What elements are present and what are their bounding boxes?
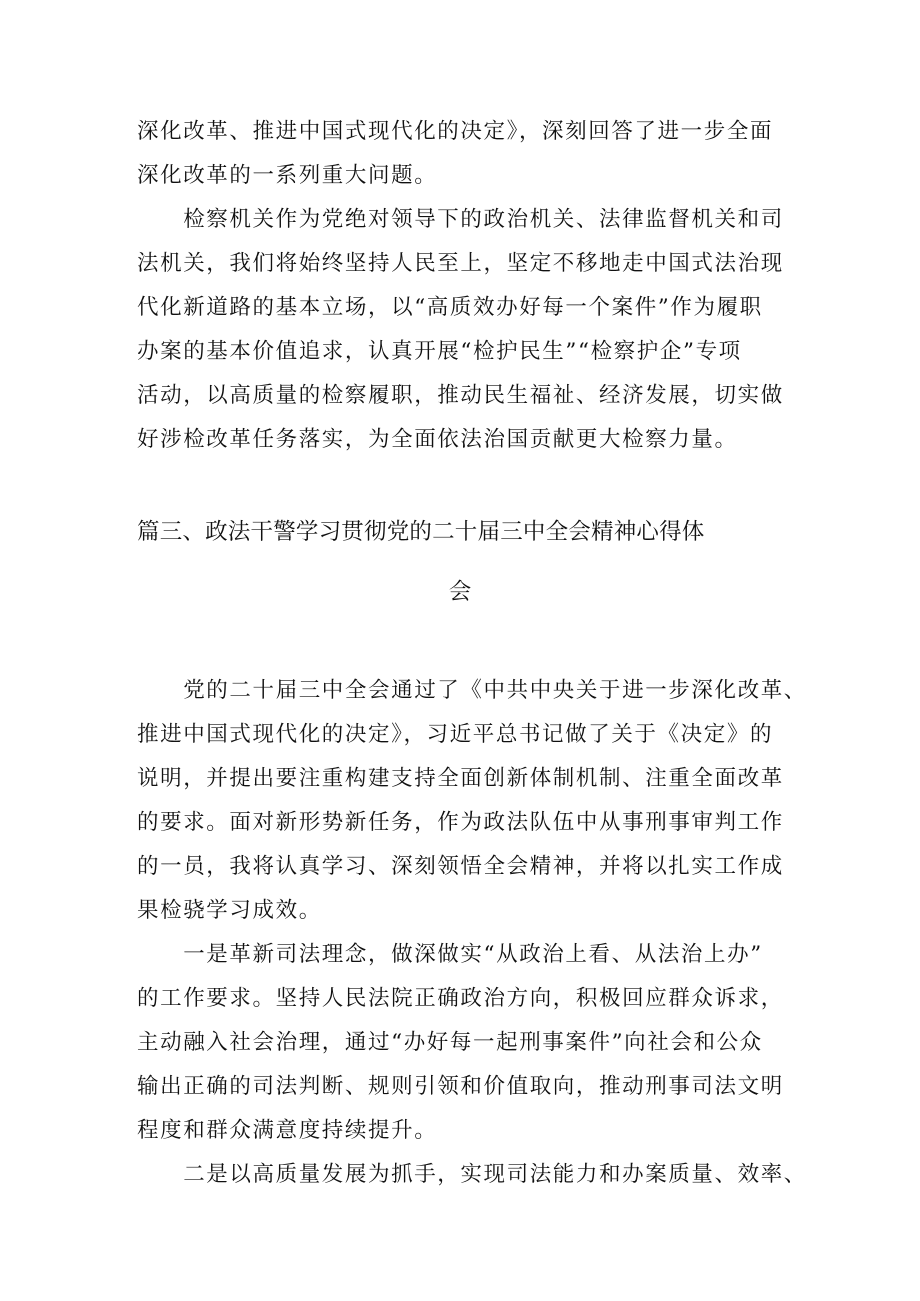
text-line: 好涉检改革任务落实，为全面依法治国贡献更大检察力量。 bbox=[137, 427, 738, 452]
text-line: 推进中国式现代化的决定》，习近平总书记做了关于《决定》的 bbox=[137, 722, 774, 747]
text-line: 办案的基本价值追求，认真开展“检护民生”“检察护企”专项 bbox=[137, 339, 742, 364]
text-line: 输出正确的司法判断、规则引领和价值取向，推动刑事司法文明 bbox=[137, 1074, 784, 1099]
text-line: 说明，并提出要注重构建支持全面创新体制机制、注重全面改革 bbox=[137, 766, 784, 791]
text-line: 的工作要求。坚持人民法院正确政治方向，积极回应群众诉求， bbox=[137, 986, 784, 1011]
text-line: 深化改革、推进中国式现代化的决定》，深刻回答了进一步全面 bbox=[137, 119, 774, 144]
text-line: 深化改革的一系列重大问题。 bbox=[137, 163, 438, 188]
section-heading-continuation: 会 bbox=[448, 579, 472, 605]
text-line: 党的二十届三中全会通过了《中共中央关于进一步深化改革、 bbox=[137, 678, 807, 703]
text-line: 的要求。面对新形势新任务，作为政法队伍中从事刑事审判工作 bbox=[137, 810, 784, 835]
text-line: 一是革新司法理念，做深做实“从政治上看、从法治上办” bbox=[137, 942, 763, 967]
text-line: 果检骁学习成效。 bbox=[137, 898, 322, 923]
text-line: 法机关，我们将始终坚持人民至上，坚定不移地走中国式法治现 bbox=[137, 251, 784, 276]
text-line: 检察机关作为党绝对领导下的政治机关、法律监督机关和司 bbox=[137, 207, 784, 232]
text-line: 的一员，我将认真学习、深刻领悟全会精神，并将以扎实工作成 bbox=[137, 854, 784, 879]
text-line: 二是以高质量发展为抓手，实现司法能力和办案质量、效率、 bbox=[137, 1162, 807, 1187]
text-line: 程度和群众满意度持续提升。 bbox=[137, 1118, 438, 1143]
text-line: 主动融入社会治理，通过“办好每一起刑事案件”向社会和公众 bbox=[137, 1030, 763, 1055]
section-heading: 篇三、政法干警学习贯彻党的二十届三中全会精神心得体 bbox=[137, 519, 705, 545]
text-line: 代化新道路的基本立场，以“高质效办好每一个案件”作为履职 bbox=[137, 295, 763, 320]
text-line: 活动，以高质量的检察履职，推动民生福祉、经济发展，切实做 bbox=[137, 383, 784, 408]
